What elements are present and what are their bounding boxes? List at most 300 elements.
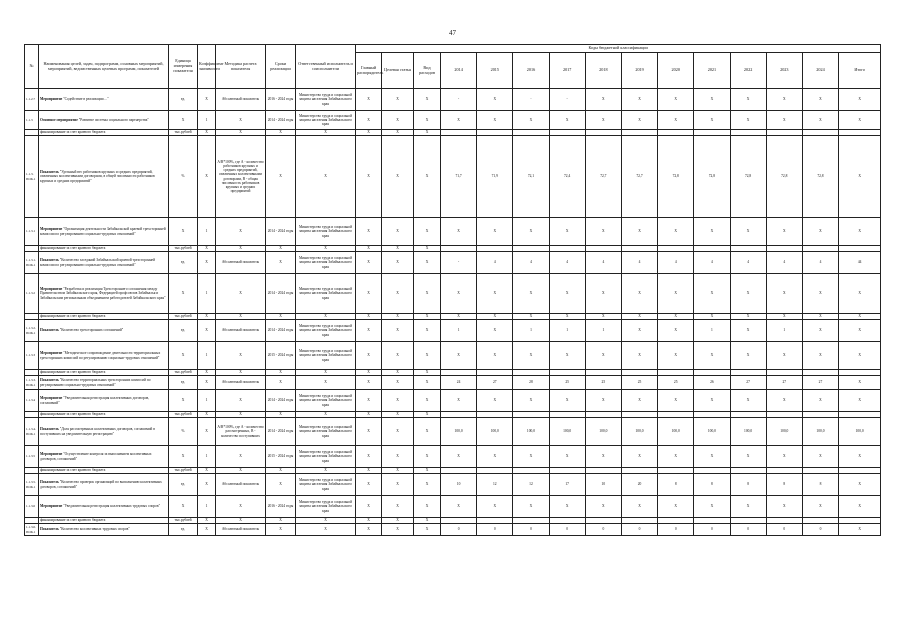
header-year: 2017 (549, 53, 585, 89)
row-year-value: X (549, 446, 585, 468)
row-unit: тыс.рублей (169, 130, 198, 136)
row-year-value: 100,0 (730, 418, 766, 446)
row-year-value: 12 (477, 474, 513, 496)
row-year-value: 100,0 (513, 418, 549, 446)
row-unit: X (169, 390, 198, 412)
row-cs: X (382, 342, 414, 370)
row-year-value: X (513, 314, 549, 320)
row-gr: X (356, 274, 382, 314)
row-gr: X (356, 376, 382, 390)
row-type-label: Показатель (40, 378, 59, 383)
row-year-value: X (621, 446, 657, 468)
row-cs: X (382, 252, 414, 274)
row-year-value: 72,8 (658, 136, 694, 218)
row-responsible: Министерство труда и социальной защиты населения Забайкальского края (296, 390, 356, 412)
row-method: X (216, 130, 266, 136)
row-year-value: X (658, 314, 694, 320)
row-cs: X (382, 218, 414, 246)
row-year-value: X (441, 111, 477, 130)
row-term: X (266, 518, 296, 524)
row-year-value: 27 (730, 376, 766, 390)
row-vr: X (414, 418, 441, 446)
table-header (25, 45, 881, 89)
table-body (25, 89, 881, 536)
row-unit: X (169, 218, 198, 246)
row-code: 1.1.3. ПОК.1 (25, 136, 39, 218)
row-method: X (216, 496, 266, 518)
row-year-value: X (730, 111, 766, 130)
header-coef: Коэффициент значимости (198, 45, 216, 89)
row-name-text: финансирование за счет краевого бюджета (40, 468, 106, 473)
row-year-value: 100,0 (694, 418, 730, 446)
row-year-value: X (694, 89, 730, 111)
row-code: 1.1.3.1 (25, 218, 39, 246)
row-year-value: X (802, 446, 838, 468)
row-type-label: Показатель (40, 527, 59, 532)
row-year-value: 1 (441, 320, 477, 342)
row-coef: 1 (198, 342, 216, 370)
row-coef: X (198, 518, 216, 524)
row-cs: X (382, 370, 414, 376)
header-year: 2015 (477, 53, 513, 89)
row-term: 2016 - 2024 годы (266, 89, 296, 111)
row-year-value: 100,0 (621, 418, 657, 446)
row-name (39, 524, 169, 536)
row-vr: X (414, 320, 441, 342)
row-year-value: 8 (658, 474, 694, 496)
row-name-text: "Удельный вес работников крупных и средних предприятий, охваченных коллективными договорами, в общей численности работников крупных и средних предприятий" (40, 170, 155, 183)
row-year-value: 0 (513, 524, 549, 536)
row-vr: X (414, 474, 441, 496)
row-term: 2014 - 2024 годы (266, 274, 296, 314)
row-name-text: "Осуществление контроля за выполнением коллективных договоров, соглашений" (40, 452, 152, 461)
row-gr: X (356, 218, 382, 246)
row-code: 1.1.3.2. ПОК.1 (25, 320, 39, 342)
row-gr: X (356, 418, 382, 446)
row-code: 1.1.3.6. ПОК.1 (25, 524, 39, 536)
row-coef: X (198, 136, 216, 218)
row-year-value: X (441, 496, 477, 518)
row-year-value: X (621, 496, 657, 518)
row-method: А/В*100%, где А - количество рассмотренных, В - количество поступивших (216, 418, 266, 446)
table-row (25, 474, 881, 496)
row-code: 1.1.3.5. ПОК.1 (25, 474, 39, 496)
row-type-label: Мероприятие (40, 227, 63, 232)
header-num: № (25, 45, 39, 89)
row-name-text: "Количество трехсторонних соглашений" (59, 328, 124, 333)
row-name (39, 89, 169, 111)
row-term: X (266, 468, 296, 474)
row-responsible: Министерство труда и социальной защиты населения Забайкальского края (296, 474, 356, 496)
row-year-value: 8 (766, 474, 802, 496)
row-type-label: Показатель (40, 170, 59, 175)
row-coef: 1 (198, 218, 216, 246)
row-year-value: X (766, 390, 802, 412)
table-row (25, 320, 881, 342)
row-year-value: X (477, 496, 513, 518)
row-year-value: X (585, 218, 621, 246)
row-gr: X (356, 111, 382, 130)
row-responsible: Министерство труда и социальной защиты населения Забайкальского края (296, 89, 356, 111)
row-year-value: X (802, 390, 838, 412)
row-year-value: X (441, 274, 477, 314)
row-coef: 1 (198, 111, 216, 130)
row-year-value: X (549, 342, 585, 370)
row-year-value: 1 (585, 320, 621, 342)
table-row (25, 496, 881, 518)
row-term: 2016 - 2024 годы (266, 496, 296, 518)
row-responsible: X (296, 314, 356, 320)
row-term: X (266, 136, 296, 218)
row-coef: 1 (198, 274, 216, 314)
table-row (25, 376, 881, 390)
row-year-value: 0 (694, 524, 730, 536)
row-year-value: X (621, 320, 657, 342)
row-responsible: Министерство труда и социальной защиты населения Забайкальского края (296, 320, 356, 342)
row-method: X (216, 218, 266, 246)
row-gr: X (356, 370, 382, 376)
row-year-value: 25 (585, 376, 621, 390)
row-name (39, 218, 169, 246)
row-responsible: Министерство труда и социальной защиты населения Забайкальского края (296, 252, 356, 274)
row-vr: X (414, 314, 441, 320)
row-total: X (839, 274, 881, 314)
header-gr: Главный распорядитель (356, 53, 382, 89)
row-vr: X (414, 370, 441, 376)
row-year-value: X (441, 342, 477, 370)
row-term: X (266, 246, 296, 252)
row-type-label: Мероприятие (40, 287, 63, 292)
header-year: 2022 (730, 53, 766, 89)
row-year-value: 20 (621, 474, 657, 496)
row-year-value: X (730, 218, 766, 246)
row-term: 2014 - 2024 годы (266, 390, 296, 412)
row-year-value: X (694, 218, 730, 246)
row-coef: X (198, 130, 216, 136)
row-year-value: X (477, 446, 513, 468)
row-vr: X (414, 274, 441, 314)
row-year-value: X (549, 218, 585, 246)
row-year-value: X (549, 496, 585, 518)
header-year: 2014 (441, 53, 477, 89)
row-year-value: 100,0 (585, 418, 621, 446)
row-cs: X (382, 376, 414, 390)
row-type-label: Основное мероприятие (40, 117, 78, 122)
row-coef: X (198, 252, 216, 274)
row-year-value: X (694, 390, 730, 412)
row-year-value: X (802, 314, 838, 320)
row-year-value: 72,7 (621, 136, 657, 218)
row-cs: X (382, 89, 414, 111)
row-cs: X (382, 446, 414, 468)
row-unit: ед. (169, 320, 198, 342)
row-gr: X (356, 412, 382, 418)
row-year-value: 4 (477, 252, 513, 274)
row-method: А/В*100%, где А - количество работников крупных и средних предприятий, охваченных коллективными договорами, В - общая численность работников крупных и средних предприятий (216, 136, 266, 218)
table-row (25, 252, 881, 274)
row-year-value: 4 (694, 252, 730, 274)
row-name (39, 274, 169, 314)
row-year-value: - (441, 89, 477, 111)
row-year-value: X (585, 111, 621, 130)
row-year-value: 4 (585, 252, 621, 274)
row-total: X (839, 376, 881, 390)
row-year-value: 0 (477, 524, 513, 536)
row-method: X (216, 390, 266, 412)
row-year-value: 100,0 (477, 418, 513, 446)
row-gr: X (356, 518, 382, 524)
header-cs: Целевая статья (382, 53, 414, 89)
table-row (25, 136, 881, 218)
row-year-value: X (621, 274, 657, 314)
row-method: Абсолютный показатель (216, 320, 266, 342)
row-year-value: X (730, 320, 766, 342)
row-term: X (266, 130, 296, 136)
row-term: X (266, 314, 296, 320)
row-year-value: X (766, 218, 802, 246)
row-vr: X (414, 524, 441, 536)
row-code: 1.1.3.3 (25, 342, 39, 370)
row-year-value: X (694, 274, 730, 314)
row-cs: X (382, 518, 414, 524)
row-method: Абсолютный показатель (216, 252, 266, 274)
row-method: X (216, 274, 266, 314)
row-name (39, 390, 169, 412)
row-year-value: 0 (441, 524, 477, 536)
row-year-value: 1 (549, 320, 585, 342)
row-year-value: 72,8 (694, 136, 730, 218)
row-name (39, 342, 169, 370)
row-year-value: X (441, 218, 477, 246)
row-name (39, 496, 169, 518)
row-total: X (839, 524, 881, 536)
row-total: X (839, 89, 881, 111)
row-name-text: "Методическое сопровождение деятельности территориальных трехсторонних комиссий по регулированию социально-трудовых отношений" (40, 351, 161, 360)
header-year: 2016 (513, 53, 549, 89)
row-responsible: Министерство труда и социальной защиты населения Забайкальского края (296, 218, 356, 246)
row-year-value: 0 (802, 524, 838, 536)
row-unit: ед. (169, 89, 198, 111)
page-number: 47 (449, 29, 456, 37)
row-year-value: X (513, 274, 549, 314)
row-gr: X (356, 474, 382, 496)
row-year-value: X (766, 274, 802, 314)
row-year-value: X (694, 111, 730, 130)
row-year-value: X (730, 342, 766, 370)
row-coef: X (198, 524, 216, 536)
row-cs: X (382, 136, 414, 218)
header-unit: Единица измерения показателя (169, 45, 198, 89)
header-budget-codes: Коды бюджетной классификации (356, 45, 881, 53)
row-year-value: X (477, 390, 513, 412)
row-unit: % (169, 418, 198, 446)
row-year-value: 100,0 (549, 418, 585, 446)
row-year-value: 12 (513, 474, 549, 496)
row-unit: тыс.рублей (169, 518, 198, 524)
row-coef: X (198, 474, 216, 496)
row-name-text: финансирование за счет краевого бюджета (40, 518, 106, 523)
row-year-value: 0 (549, 524, 585, 536)
row-year-value: 100,0 (441, 418, 477, 446)
row-year-value: X (730, 89, 766, 111)
row-year-value: X (477, 89, 513, 111)
row-cs: X (382, 468, 414, 474)
row-year-value: X (585, 342, 621, 370)
row-year-value: - (549, 89, 585, 111)
program-table (24, 44, 881, 536)
row-name-text: "Уведомительная регистрация коллективных договоров, соглашений" (40, 396, 150, 405)
row-year-value: X (730, 314, 766, 320)
row-gr: X (356, 136, 382, 218)
row-year-value: X (513, 342, 549, 370)
row-year-value: X (766, 89, 802, 111)
row-year-value: X (766, 342, 802, 370)
row-name-text: "Количество территориальных трехсторонних комиссий по регулированию социально-трудовых отношений" (40, 378, 151, 387)
row-method: X (216, 412, 266, 418)
row-vr: X (414, 111, 441, 130)
row-year-value: X (621, 89, 657, 111)
row-year-value: X (694, 314, 730, 320)
header-year: 2018 (585, 53, 621, 89)
row-coef: X (198, 246, 216, 252)
row-coef: X (198, 320, 216, 342)
row-term: 2014 - 2024 годы (266, 320, 296, 342)
row-total: X (839, 320, 881, 342)
row-term: 2014 - 2024 годы (266, 111, 296, 130)
row-year-value: 4 (766, 252, 802, 274)
row-year-value: X (802, 320, 838, 342)
row-code: 1.1.3.3. ПОК.1 (25, 376, 39, 390)
row-cs: X (382, 474, 414, 496)
row-gr: X (356, 446, 382, 468)
row-year-value: X (621, 218, 657, 246)
row-type-label: Мероприятие (40, 504, 63, 509)
row-year-value: X (730, 496, 766, 518)
row-gr: X (356, 468, 382, 474)
row-year-value: X (549, 390, 585, 412)
row-year-value: 0 (766, 524, 802, 536)
row-code: 1.1.2.7 (25, 89, 39, 111)
row-year-value: 4 (621, 252, 657, 274)
row-year-value: X (513, 111, 549, 130)
row-coef: X (198, 412, 216, 418)
row-year-value: 72,7 (585, 136, 621, 218)
row-year-value: X (802, 274, 838, 314)
row-responsible: Министерство труда и социальной защиты населения Забайкальского края (296, 496, 356, 518)
row-year-value: 26 (694, 376, 730, 390)
row-name (39, 376, 169, 390)
row-cs: X (382, 314, 414, 320)
row-term: 2015 - 2024 годы (266, 446, 296, 468)
row-total: 100,0 (839, 418, 881, 446)
header-method: Методика расчета показателя (216, 45, 266, 89)
row-gr: X (356, 246, 382, 252)
row-year-value: X (621, 342, 657, 370)
row-name-text: финансирование за счет краевого бюджета (40, 130, 106, 135)
row-term: X (266, 524, 296, 536)
row-year-value: X (477, 111, 513, 130)
row-cs: X (382, 246, 414, 252)
row-total: X (839, 111, 881, 130)
row-year-value: 4 (802, 252, 838, 274)
table-row (25, 342, 881, 370)
row-name-text: "Разработка и реализация Трехстороннего соглашения между Правительством Забайкальского края, Федерацией профсоюзов Забайкалья и Забайкальским региональным объединением работодателей Забайкальского края" (40, 287, 166, 300)
row-year-value: X (549, 111, 585, 130)
row-vr: X (414, 376, 441, 390)
row-year-value: X (441, 446, 477, 468)
row-year-value: X (477, 314, 513, 320)
row-vr: X (414, 130, 441, 136)
row-method: Абсолютный показатель (216, 474, 266, 496)
row-year-value: 17 (549, 474, 585, 496)
row-vr: X (414, 412, 441, 418)
row-gr: X (356, 342, 382, 370)
row-coef: 1 (198, 496, 216, 518)
row-unit: тыс.рублей (169, 468, 198, 474)
row-year-value: X (730, 274, 766, 314)
row-type-label: Мероприятие (40, 351, 63, 356)
header-year: 2021 (694, 53, 730, 89)
row-vr: X (414, 342, 441, 370)
row-year-value: 25 (658, 376, 694, 390)
row-year-value: X (513, 446, 549, 468)
row-gr: X (356, 130, 382, 136)
row-vr: X (414, 468, 441, 474)
row-vr: X (414, 496, 441, 518)
row-method: X (216, 468, 266, 474)
row-responsible: Министерство труда и социальной защиты населения Забайкальского края (296, 111, 356, 130)
row-cs: X (382, 130, 414, 136)
row-year-value: X (621, 390, 657, 412)
row-unit: X (169, 274, 198, 314)
row-unit: ед. (169, 252, 198, 274)
row-year-value: X (802, 218, 838, 246)
row-unit: тыс.рублей (169, 314, 198, 320)
row-method: Абсолютный показатель (216, 524, 266, 536)
row-gr: X (356, 314, 382, 320)
row-term: 2015 - 2024 годы (266, 342, 296, 370)
row-year-value: X (585, 274, 621, 314)
row-gr: X (356, 524, 382, 536)
row-term: X (266, 252, 296, 274)
row-vr: X (414, 446, 441, 468)
row-year-value: X (730, 446, 766, 468)
row-year-value: X (658, 496, 694, 518)
row-name-text: финансирование за счет краевого бюджета (40, 412, 106, 417)
row-coef: X (198, 314, 216, 320)
row-method: X (216, 314, 266, 320)
row-coef: X (198, 376, 216, 390)
row-total: X (839, 390, 881, 412)
row-coef: 1 (198, 390, 216, 412)
row-coef: X (198, 370, 216, 376)
row-year-value: - (513, 89, 549, 111)
row-year-value: 28 (513, 376, 549, 390)
row-cs: X (382, 524, 414, 536)
row-method: X (216, 246, 266, 252)
row-name (39, 136, 169, 218)
row-vr: X (414, 218, 441, 246)
row-year-value: X (477, 342, 513, 370)
row-responsible: Министерство труда и социальной защиты населения Забайкальского края (296, 446, 356, 468)
row-unit: ед. (169, 376, 198, 390)
row-responsible: X (296, 468, 356, 474)
row-name (39, 111, 169, 130)
row-unit: тыс.рублей (169, 412, 198, 418)
row-responsible: X (296, 370, 356, 376)
row-year-value: X (585, 390, 621, 412)
row-year-value: 72,8 (766, 136, 802, 218)
